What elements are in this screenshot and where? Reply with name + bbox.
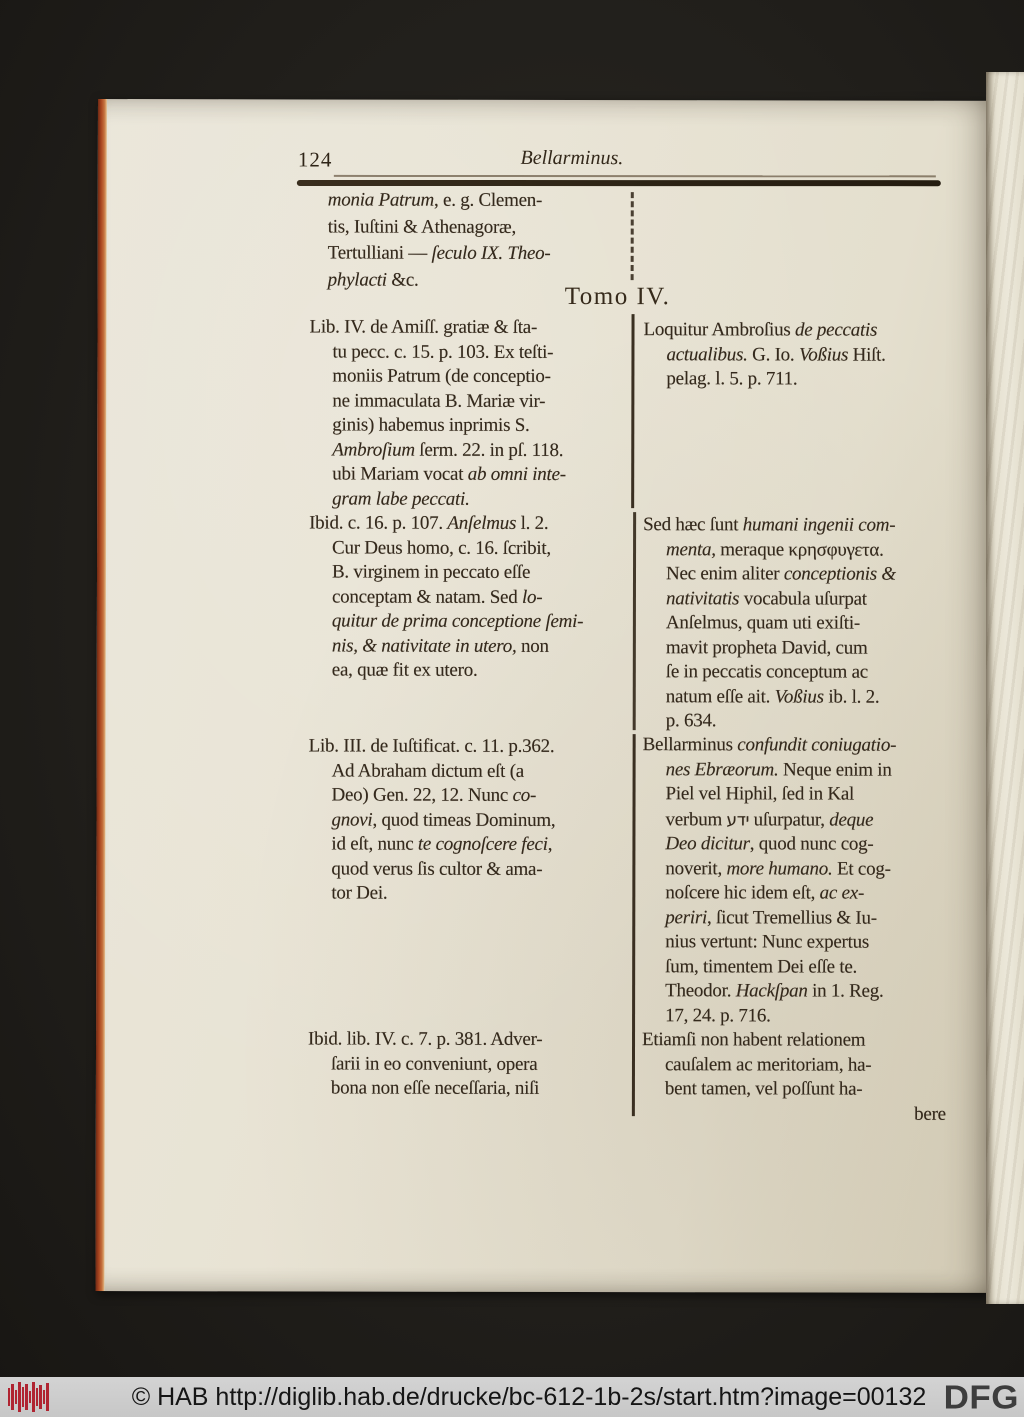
paragraph-left-ibid-lib-iv: Ibid. lib. IV. c. 7. p. 381. Adver- ſarii in eo conveniunt, opera bona non eſſe neceſſaria, niſi	[308, 1028, 543, 1099]
running-title: Bellarminus.	[520, 146, 624, 170]
footer-bar	[0, 1377, 1024, 1417]
header-rule-thick	[297, 180, 941, 186]
paragraph-left-lib-iii: Lib. III. de Iuſtificat. c. 11. p.362. Ad Abraham dictum eſt (a Deo) Gen. 22, 12. Nunc co- gnovi, quod timeas Dominum, id eſt, nunc te cognoſcere feci, quod verus ſis cultor & ama- tor Dei.	[308, 735, 556, 904]
column-divider-segment	[631, 192, 634, 280]
paragraph-right-bellarminus: Bellarminus confundit coniugatio- nes Ebræorum. Neque enim in Piel vel Hiphil, ſed in Kal verbum ידע uſurpatur, deque Deo dicitur, quod nunc cog- noverit, more humano. Et cog- noſcere hic idem eſt, ac ex- periri, ſicut Tremellius & Iu- nius vertunt: Nunc expertus ſum, timentem Dei eſſe te. Theodor. Hackſpan in 1. Reg. 17, 24. p. 716.	[642, 734, 897, 1026]
adjacent-page-edge	[986, 72, 1024, 1304]
header-rule-thin	[334, 175, 936, 177]
paragraph-right-loquitur: Loquitur Ambroſius de peccatis actualibus. G. Io. Voßius Hiſt. pelag. l. 5. p. 711.	[643, 319, 886, 390]
paragraph-left-continuation: monia Patrum, e. g. Clemen- tis, Iuſtini & Athenagoræ, Tertulliani — ſeculo IX. Theo- phylacti &c.	[327, 189, 551, 291]
tomo-heading: Tomo IV.	[564, 282, 671, 311]
paragraph-right-etiamsi-catchword: Etiamſi non habent relationem cauſalem ac meritoriam, ha- bent tamen, vel poſſunt ha- bere	[642, 1029, 946, 1125]
dfg-logo: DFG	[943, 1379, 1019, 1416]
paragraph-right-sed-haec: Sed hæc ſunt humani ingenii com- menta, meraque κρησφυγετα. Nec enim aliter conceptionis & nativitatis vocabula uſurpat Anſelmus, quam uti exiſti- mavit propheta David, cum ſe in peccatis conceptum ac natum eſſe ait. Voßius ib. l. 2. p. 634.	[643, 514, 896, 732]
column-divider-segment	[632, 734, 636, 1116]
footer-copyright-url: © HAB http://diglib.hab.de/drucke/bc-612-1b-2s/start.htm?image=00132	[131, 1383, 927, 1411]
column-divider-segment	[633, 512, 636, 730]
paragraph-left-lib-iv: Lib. IV. de Amiſſ. gratiæ & ſta- tu pecc. c. 15. p. 103. Ex teſti- moniis Patrum (de conceptio- ne immaculata B. Mariæ vir- ginis) habemus inprimis S. Ambroſium ſerm. 22. in pſ. 118. ubi Mariam vocat ab omni inte- gram labe peccati.	[309, 316, 566, 510]
page-fore-edge	[96, 99, 107, 1291]
column-divider-segment	[631, 314, 634, 508]
page-number: 124	[297, 147, 333, 172]
paragraph-left-ibid-c16: Ibid. c. 16. p. 107. Anſelmus l. 2. Cur Deus homo, c. 16. ſcribit, B. virginem in peccato eſſe conceptam & natam. Sed lo- quitur de prima conceptione ſemi- nis, & nativitate in utero, non ea, quæ fit ex utero.	[309, 512, 584, 681]
book-page	[96, 99, 990, 1293]
